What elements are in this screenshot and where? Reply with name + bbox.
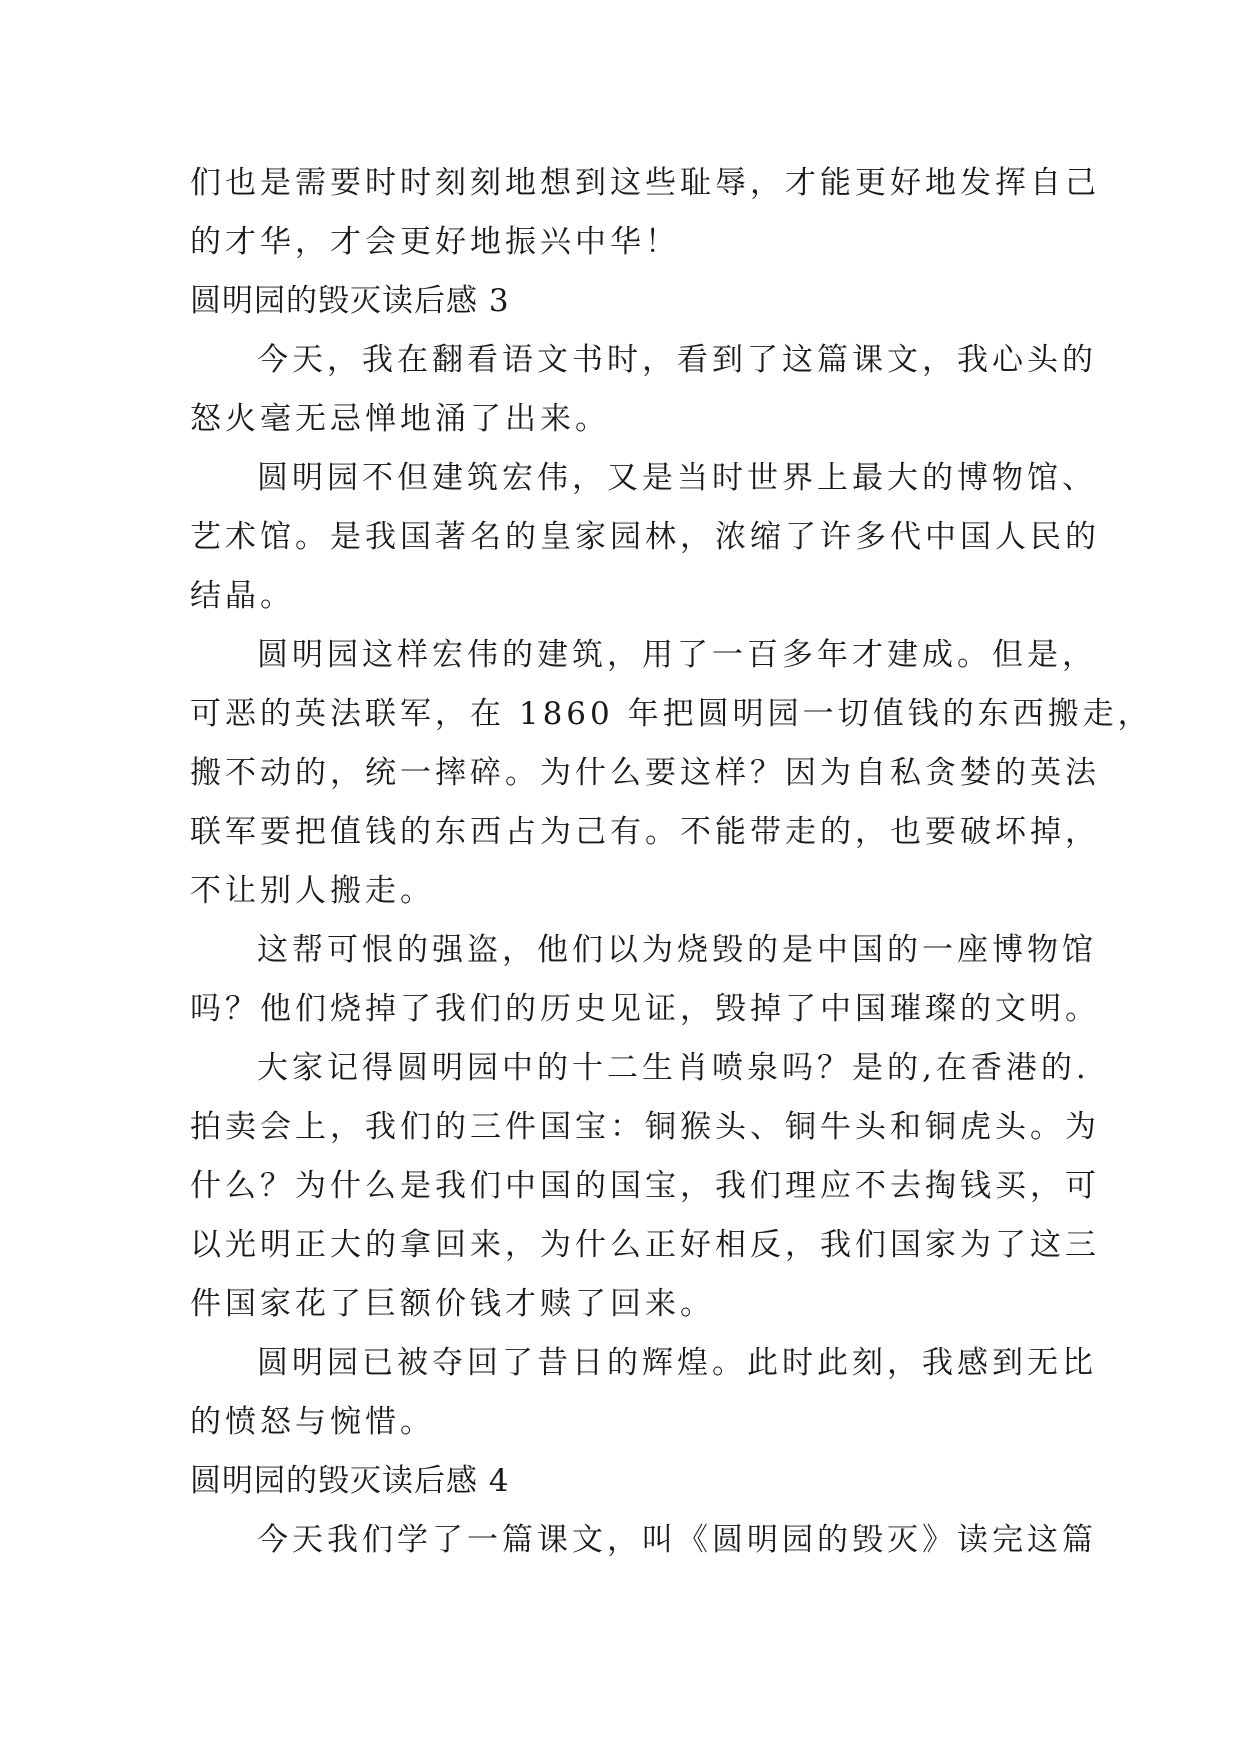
text-line: 圆明园不但建筑宏伟，又是当时世界上最大的博物馆、 — [257, 460, 1097, 496]
text-line: 圆明园这样宏伟的建筑，用了一百多年才建成。但是， — [257, 637, 1097, 673]
text-line: 件国家花了巨额价钱才赎了回来。 — [190, 1286, 715, 1322]
text-line: 拍卖会上，我们的三件国宝：铜猴头、铜牛头和铜虎头。为 — [190, 1109, 1100, 1145]
text-line: 联军要把值钱的东西占为己有。不能带走的，也要破坏掉， — [190, 814, 1100, 850]
text-line: 结晶。 — [190, 578, 295, 614]
text-line: 什么？为什么是我们中国的国宝，我们理应不去掏钱买，可 — [190, 1168, 1100, 1204]
text-line: 今天我们学了一篇课文，叫《圆明园的毁灭》读完这篇 — [257, 1522, 1097, 1558]
text-line: 艺术馆。是我国著名的皇家园林，浓缩了许多代中国人民的 — [190, 519, 1100, 555]
text-line: 以光明正大的拿回来，为什么正好相反，我们国家为了这三 — [190, 1227, 1100, 1263]
text-line: 吗？他们烧掉了我们的历史见证，毁掉了中国璀璨的文明。 — [190, 991, 1100, 1027]
section-heading: 圆明园的毁灭读后感 3 — [190, 283, 510, 319]
text-line: 怒火毫无忌惮地涌了出来。 — [190, 401, 610, 437]
text-line: 们也是需要时时刻刻地想到这些耻辱，才能更好地发挥自己 — [190, 165, 1100, 201]
text-line: 搬不动的，统一摔碎。为什么要这样？因为自私贪婪的英法 — [190, 755, 1100, 791]
text-line: 大家记得圆明园中的十二生肖喷泉吗？是的,在香港的. — [257, 1050, 1090, 1086]
text-line: 圆明园已被夺回了昔日的辉煌。此时此刻，我感到无比 — [257, 1345, 1097, 1381]
text-line: 的愤怒与惋惜。 — [190, 1404, 435, 1440]
text-line: 不让别人搬走。 — [190, 873, 435, 909]
text-line: 可恶的英法联军，在 1860 年把圆明园一切值钱的东西搬走， — [190, 696, 1153, 732]
text-line: 这帮可恨的强盗，他们以为烧毁的是中国的一座博物馆 — [257, 932, 1097, 968]
text-line: 今天，我在翻看语文书时，看到了这篇课文，我心头的 — [257, 342, 1097, 378]
text-line: 的才华，才会更好地振兴中华！ — [190, 224, 680, 260]
section-heading: 圆明园的毁灭读后感 4 — [190, 1463, 510, 1499]
